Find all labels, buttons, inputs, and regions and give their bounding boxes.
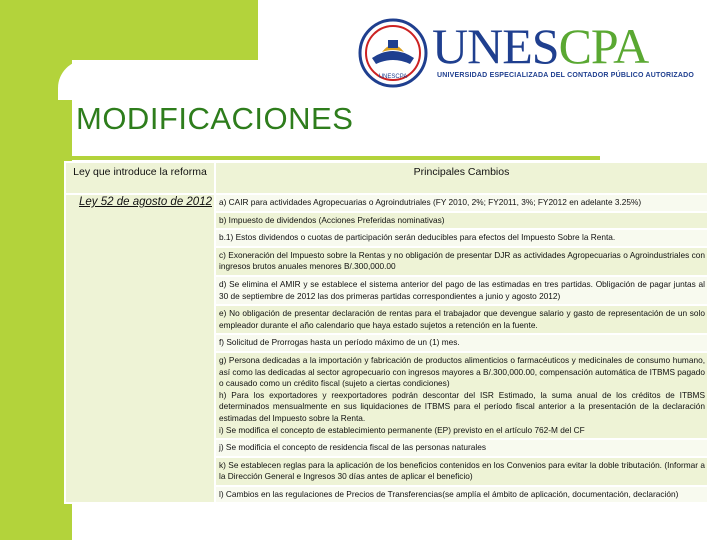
change-item: e) No obligación de presentar declaración de rentas para el trabajador que devengue salario y gasto de representación de un solo empleador durante el año calendario que haya estado sujetos a retención en la fuente. xyxy=(215,305,708,334)
change-item: k) Se establecen reglas para la aplicación de los beneficios contenidos en los Convenios para evitar la doble tributación. (Informar a la Dirección General e Ingresos 30 días antes de aplicar el beneficio) xyxy=(215,457,708,486)
header-row xyxy=(65,162,708,194)
header-law: Ley que introduce la reforma xyxy=(65,162,215,194)
change-item: d) Se elimina el AMIR y se establece el sistema anterior del pago de las estimadas en tres partidas. Obligación de pagar juntas al 30 de septiembre de 2012 las dos primeras partidas correspondientes a junio y agosto 2012) xyxy=(215,276,708,305)
accent-top-bar xyxy=(0,0,258,60)
logo-wordmark xyxy=(432,20,648,72)
header-changes: Principales Cambios xyxy=(215,162,708,194)
table-row xyxy=(65,194,708,212)
change-item: c) Exoneración del Impuesto sobre la Rentas y no obligación de presentar DJR as actividades Agropecuarias o Agroindustriales con ingresos brutos anuales menores B/.300,000.00 xyxy=(215,247,708,276)
change-item: b) Impuesto de dividendos (Acciones Preferidas nominativas) xyxy=(215,212,708,230)
change-item: l) Cambios en las regulaciones de Precios de Transferencias(se amplía el ámbito de aplicación, documentación, declaración) xyxy=(215,486,708,504)
changes-table xyxy=(64,161,709,504)
logo-cpa: CPA xyxy=(558,18,649,74)
slide-title: MODIFICACIONES xyxy=(76,101,354,136)
change-item: a) CAIR para actividades Agropecuarias o Agroindutriales (FY 2010, 2%; FY2011, 3%; FY2012 en adelante 3.25%) xyxy=(215,194,708,212)
change-item: b.1) Estos dividendos o cuotas de participación serán deducibles para efectos del Impuesto Sobre la Renta. xyxy=(215,229,708,247)
change-item: f) Solicitud de Prorrogas hasta un período máximo de un (1) mes. xyxy=(215,334,708,352)
law-cell: Ley 52 de agosto de 2012 xyxy=(65,194,215,503)
change-item: j) Se modificia el concepto de residencia fiscal de las personas naturales xyxy=(215,439,708,457)
seal-text: UNESCPA xyxy=(378,74,408,80)
logo-un: UNES xyxy=(432,18,559,74)
title-underline xyxy=(60,156,600,160)
change-item: g) Persona dedicadas a la importación y fabricación de productos alimenticios o farmacéuticos y medicinales de consumo humano, así como las dedicadas al sector agropecuario con ingresos mayores a B/.300,000.00, compensación automática de ITBMS pagado o causado como un crédito fiscal (sujeto a ciertas condiciones) h) Para los exportadores y reexportadores podrán descontar del ISR Estimado, la suma anual de los créditos de ITBMS determinados mensualmente en sus liquidaciones de ITBMS para el período fiscal anterior a la presentación de la declaración estimadas del Impuesto sobre la Renta. i) Se modifica el concepto de establecimiento permanente (EP) previsto en el artículo 762-M del CF xyxy=(215,352,708,439)
lamp-seal-icon xyxy=(358,18,428,88)
logo-subtitle: UNIVERSIDAD ESPECIALIZADA DEL CONTADOR PÚBLICO AUTORIZADO xyxy=(437,72,695,79)
